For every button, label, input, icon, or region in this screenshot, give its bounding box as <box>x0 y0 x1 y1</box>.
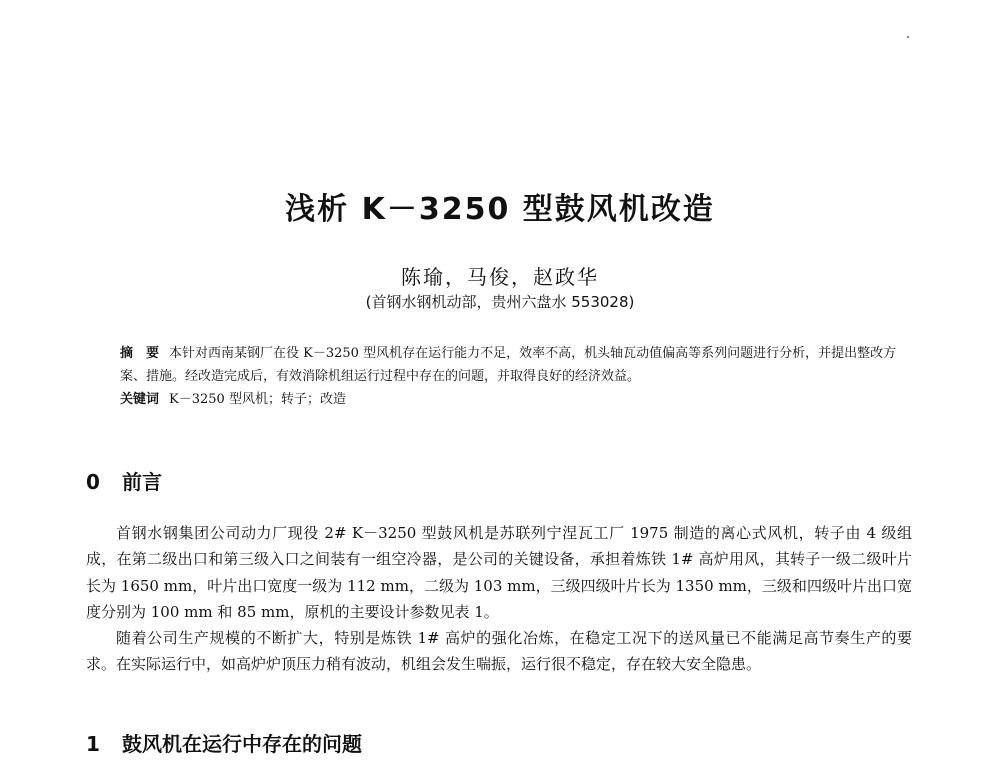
abstract-text: 本针对西南某钢厂在役 K－3250 型风机存在运行能力不足，效率不高，机头轴瓦动值偏高等系列问题进行分析，并提出整改方案、措施。经改造完成后，有效消除机组运行过程中存在的问题，并取得良好的经济效益。 <box>120 346 897 384</box>
section-title: 前言 <box>122 470 162 494</box>
scan-speck <box>907 36 909 38</box>
affiliation: (首钢水钢机动部，贵州六盘水 553028) <box>365 293 635 311</box>
keywords-label: 关键词 <box>120 392 160 407</box>
section-body <box>86 520 912 678</box>
paragraph: 随着公司生产规模的不断扩大，特别是炼铁 1# 高炉的强化冶炼，在稳定工况下的送风量已不能满足高节奏生产的要求。在实际运行中，如高炉炉顶压力稍有波动，机组会发生喘振，运行很不稳定，存在较大安全隐患。 <box>86 629 912 674</box>
keywords <box>120 388 900 411</box>
section-title: 鼓风机在运行中存在的问题 <box>122 732 362 756</box>
section-heading <box>86 728 362 757</box>
abstract-label: 摘 要 <box>120 346 160 361</box>
section-number: 1 <box>86 732 100 756</box>
abstract <box>120 342 900 388</box>
author-list: 陈瑜，马俊，赵政华 <box>401 265 599 289</box>
abstract-block <box>120 342 900 411</box>
keywords-text: K－3250 型风机；转子；改造 <box>169 392 346 407</box>
section-heading <box>86 466 162 495</box>
paper-title: 浅析 K－3250 型鼓风机改造 <box>285 192 715 227</box>
section-number: 0 <box>86 470 100 494</box>
paragraph: 首钢水钢集团公司动力厂现役 2# K－3250 型鼓风机是苏联列宁涅瓦工厂 1975 制造的离心式风机，转子由 4 级组成，在第二级出口和第三级入口之间装有一组空冷器，是公司的关键设备，承担着炼铁 1# 高炉用风，其转子一级二级叶片长为 1650 mm，叶片出口宽度一级为 112 mm，二级为 103 mm，三级四级叶片长为 1350 mm，三级和四级叶片出口宽度分别为 100 mm 和 85 mm，原机的主要设计参数见表 1。 <box>86 524 912 621</box>
